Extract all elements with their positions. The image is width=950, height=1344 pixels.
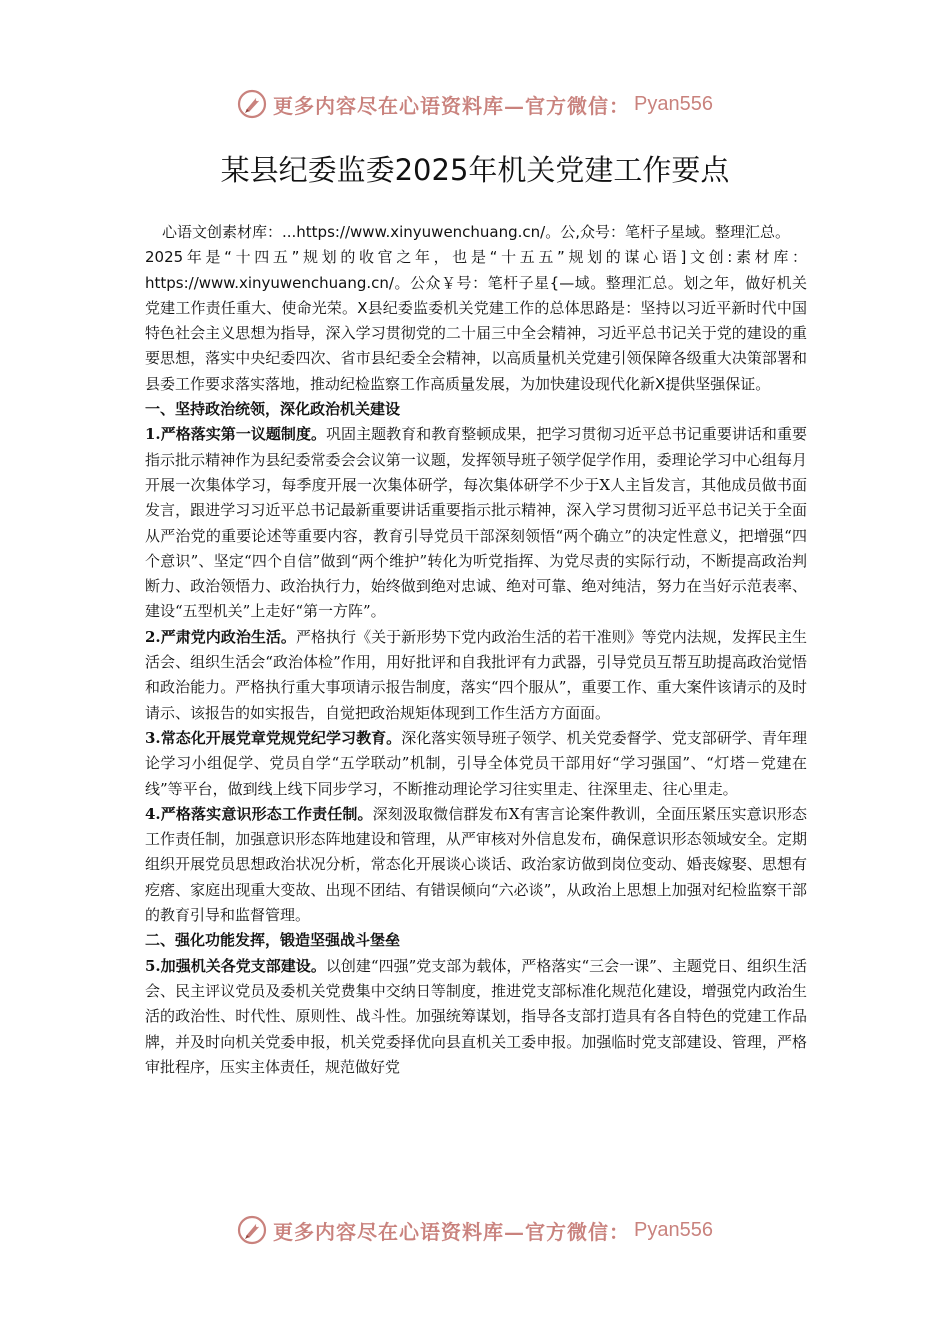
item-3-title: 3.常态化开展党章党规党纪学习教育。 [145,728,402,747]
item-4 [145,802,807,928]
source-line: 心语文创素材库：...https://www.xinyuwenchuang.cn/。公,众号：笔杆子星域。整理汇总。 [161,223,791,241]
section-heading-2: 二、强化功能发挥，锻造坚强战斗堡垒 [145,931,401,950]
page-title: 某县纪委监委2025年机关党建工作要点 [220,153,730,187]
item-1-title: 1.严格落实第一议题制度。 [145,425,327,444]
pen-logo-icon [237,89,267,119]
item-5-title: 5.加强机关各党支部建设。 [145,956,326,975]
item-4-title: 4.严格落实意识形态工作责任制。 [145,804,373,823]
banner-text: 更多内容尽在心语资料库—官方微信： [273,93,631,118]
item-3-body: 深化落实领导班子领学、机关党委督学、党支部研学、青年理论学习小组促学、党员自学“五学联动”机制，引导全体党员干部用好“学习强国”、“灯塔－党建在线”等平台，做到线上线下同步学习，不断推动理论学习往实里走、往深里走、往心里走。 [145,728,807,798]
intro-paragraph: 2025年是“十四五”规划的收官之年，也是“十五五”规划的谋心语]文创:素材库：https://www.xinyuwenchuang.cn/。公众￥号：笔杆子星{—域。整理汇总。划之年，做好机关党建工作责任重大、使命光荣。X县纪委监委机关党建工作的总体思路是：坚持以习近平新时代中国特色社会主义思想为指导，深入学习贯彻党的二十届三中全会精神，习近平总书记关于党的建设的重要思想，落实中央纪委四次、省市县纪委全会精神，以高质量机关党建引领保障各级重大决策部署和县委工作要求落实落地，推动纪检监察工作高质量发展，为加快建设现代化新X提供坚强保证。 [145,248,807,393]
item-1 [145,422,807,624]
item-3 [145,726,807,802]
item-2-body: 严格执行《关于新形势下党内政治生活的若干准则》等党内法规，发挥民主生活会、组织生活会“政治体检”作用，用好批评和自我批评有力武器，引导党员互帮互助提高政治觉悟和政治能力。严格执行重大事项请示报告制度，落实“四个服从”，重要工作、重大案件该请示的及时请示、该报告的如实报告，自觉把政治规矩体现到工作生活方方面面。 [145,627,807,722]
item-2-title: 2.严肃党内政治生活。 [145,627,296,646]
top-banner [0,84,950,124]
banner-text: 更多内容尽在心语资料库—官方微信： [273,1219,631,1244]
banner-wechat-id: Pyan556 [634,92,713,115]
section-heading-1: 一、坚持政治统领，深化政治机关建设 [145,400,401,419]
item-2 [145,625,807,726]
item-5-body: 以创建“四强”党支部为载体，严格落实“三会一课”、主题党日、组织生活会、民主评议党员及委机关党费集中交纳日等制度，推进党支部标准化规范化建设，增强党内政治生活的政治性、时代性、原则性、战斗性。加强统筹谋划，指导各支部打造具有各自特色的党建工作品牌，并及时向机关党委申报，机关党委择优向县直机关工委申报。加强临时党支部建设、管理，严格审批程序，压实主体责任，规范做好党 [145,956,807,1076]
bottom-banner [0,1210,950,1250]
item-5 [145,954,807,1080]
banner-wechat-id: Pyan556 [634,1218,713,1241]
item-1-body: 巩固主题教育和教育整顿成果，把学习贯彻习近平总书记重要讲话和重要指示批示精神作为县纪委常委会会议第一议题，发挥领导班子领学促学作用，委理论学习中心组每月开展一次集体学习，每季度开展一次集体研学，每次集体研学不少于X人主旨发言，其他成员做书面发言，跟进学习习近平总书记最新重要讲话重要指示批示精神，深入学习贯彻习近平总书记关于全面从严治党的重要论述等重要内容，教育引导党员干部深刻领悟“两个确立”的决定性意义，把增强“四个意识”、坚定“四个自信”做到“两个维护”转化为听党指挥、为党尽责的实际行动，不断提高政治判断力、政治领悟力、政治执行力，始终做到绝对忠诚、绝对可靠、绝对纯洁，努力在当好示范表率、建设“五型机关”上走好“第一方阵”。 [145,425,807,621]
pen-logo-icon [237,1215,267,1245]
document-body [145,220,807,1080]
item-4-body: 深刻汲取微信群发布X有害言论案件教训，全面压紧压实意识形态工作责任制，加强意识形态阵地建设和管理，从严审核对外信息发布，确保意识形态领域安全。定期组织开展党员思想政治状况分析，常态化开展谈心谈话、政治家访做到岗位变动、婚丧嫁娶、思想有疙瘩、家庭出现重大变故、出现不团结、有错误倾向“六必谈”，从政治上思想上加强对纪检监察干部的教育引导和监督管理。 [145,804,807,925]
